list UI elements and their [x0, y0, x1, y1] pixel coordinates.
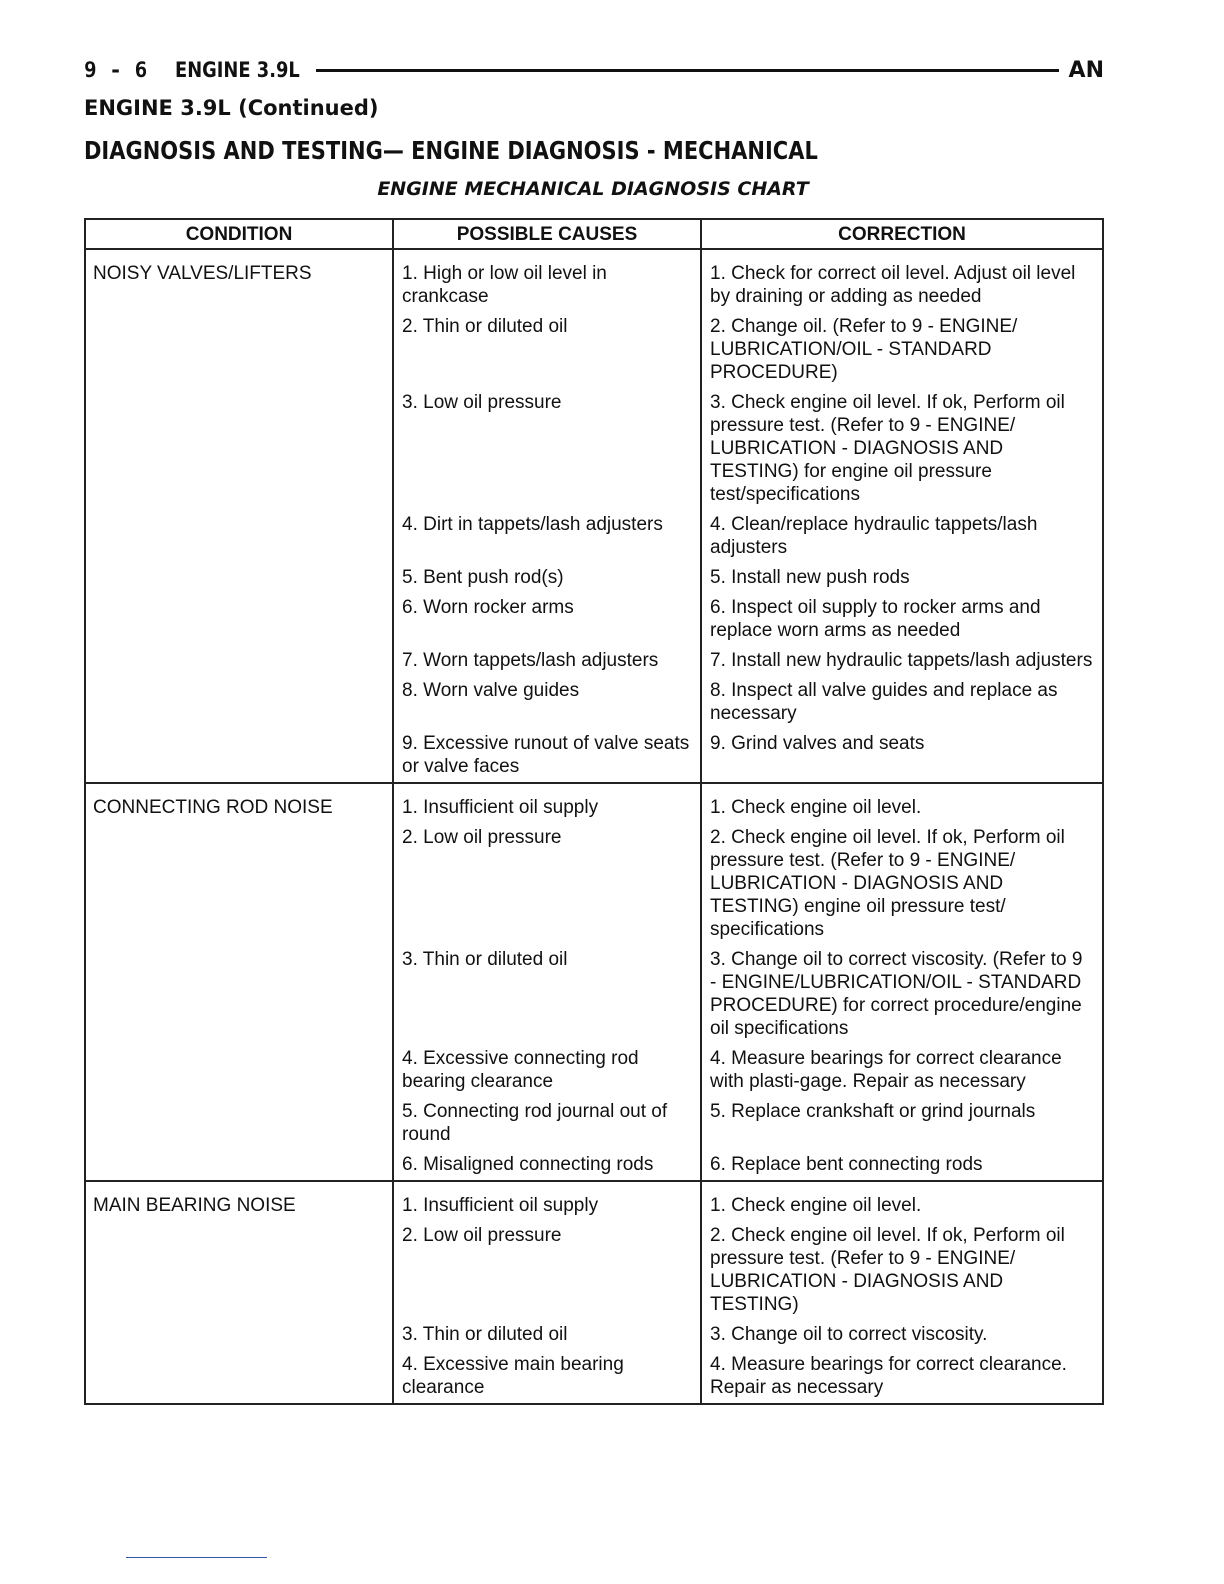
correction-cell: 7. Install new hydraulic tappets/lash adjusters — [701, 642, 1103, 672]
model-code: AN — [1068, 57, 1104, 83]
correction-cell: 5. Install new push rods — [701, 559, 1103, 589]
table-row — [85, 249, 1103, 308]
cause-cell: 7. Worn tappets/lash adjusters — [393, 642, 701, 672]
condition-cell: MAIN BEARING NOISE — [85, 1181, 393, 1404]
cause-cell: 3. Thin or diluted oil — [393, 1316, 701, 1346]
correction-cell: 3. Change oil to correct viscosity. (Refer to 9 - ENGINE/LUBRICATION/OIL - STANDARD PROCEDURE) for correct procedure/engine oil specifications — [701, 941, 1103, 1040]
correction-cell: 1. Check engine oil level. — [701, 1181, 1103, 1217]
table-header-row — [85, 219, 1103, 249]
correction-cell: 2. Check engine oil level. If ok, Perform oil pressure test. (Refer to 9 - ENGINE/ LUBRICATION - DIAGNOSIS AND TESTING) engine oil pressure test/ specifications — [701, 819, 1103, 941]
column-header-causes: POSSIBLE CAUSES — [393, 219, 701, 249]
page-number: 9 - 6 — [84, 58, 148, 82]
correction-cell: 5. Replace crankshaft or grind journals — [701, 1093, 1103, 1146]
cause-cell: 4. Dirt in tappets/lash adjusters — [393, 506, 701, 559]
cause-cell: 2. Low oil pressure — [393, 819, 701, 941]
correction-cell: 2. Change oil. (Refer to 9 - ENGINE/ LUBRICATION/OIL - STANDARD PROCEDURE) — [701, 308, 1103, 384]
correction-cell: 4. Measure bearings for correct clearance with plasti-gage. Repair as necessary — [701, 1040, 1103, 1093]
condition-cell: NOISY VALVES/LIFTERS — [85, 249, 393, 783]
cause-cell: 9. Excessive runout of valve seats or valve faces — [393, 725, 701, 783]
cause-cell: 1. High or low oil level in crankcase — [393, 249, 701, 308]
section-title: DIAGNOSIS AND TESTING— ENGINE DIAGNOSIS - MECHANICAL — [84, 136, 818, 165]
table-row — [85, 1181, 1103, 1217]
header-rule — [316, 69, 1059, 72]
correction-cell: 8. Inspect all valve guides and replace as necessary — [701, 672, 1103, 725]
cause-cell: 5. Bent push rod(s) — [393, 559, 701, 589]
cause-cell: 4. Excessive connecting rod bearing clearance — [393, 1040, 701, 1093]
cause-cell: 3. Thin or diluted oil — [393, 941, 701, 1040]
correction-cell: 4. Clean/replace hydraulic tappets/lash adjusters — [701, 506, 1103, 559]
correction-cell: 1. Check engine oil level. — [701, 783, 1103, 819]
correction-cell: 4. Measure bearings for correct clearance. Repair as necessary — [701, 1346, 1103, 1404]
chart-title: ENGINE MECHANICAL DIAGNOSIS CHART — [377, 178, 809, 200]
cause-cell: 6. Misaligned connecting rods — [393, 1146, 701, 1181]
cause-cell: 2. Thin or diluted oil — [393, 308, 701, 384]
correction-cell: 6. Inspect oil supply to rocker arms and replace worn arms as needed — [701, 589, 1103, 642]
cause-cell: 8. Worn valve guides — [393, 672, 701, 725]
table-row — [85, 783, 1103, 819]
cause-cell: 5. Connecting rod journal out of round — [393, 1093, 701, 1146]
cause-cell: 6. Worn rocker arms — [393, 589, 701, 642]
page-header — [84, 56, 1104, 84]
correction-cell: 2. Check engine oil level. If ok, Perform oil pressure test. (Refer to 9 - ENGINE/ LUBRICATION - DIAGNOSIS AND TESTING) — [701, 1217, 1103, 1316]
cause-cell: 3. Low oil pressure — [393, 384, 701, 506]
correction-cell: 9. Grind valves and seats — [701, 725, 1103, 783]
table-body — [85, 249, 1103, 1404]
condition-cell: CONNECTING ROD NOISE — [85, 783, 393, 1181]
correction-cell: 3. Change oil to correct viscosity. — [701, 1316, 1103, 1346]
correction-cell: 1. Check for correct oil level. Adjust oil level by draining or adding as needed — [701, 249, 1103, 308]
correction-cell: 3. Check engine oil level. If ok, Perform oil pressure test. (Refer to 9 - ENGINE/ LUBRICATION - DIAGNOSIS AND TESTING) for engine oil pressure test/specifications — [701, 384, 1103, 506]
cause-cell: 1. Insufficient oil supply — [393, 783, 701, 819]
cause-cell: 1. Insufficient oil supply — [393, 1181, 701, 1217]
cause-cell: 2. Low oil pressure — [393, 1217, 701, 1316]
continued-heading: ENGINE 3.9L (Continued) — [84, 96, 379, 120]
column-header-correction: CORRECTION — [701, 219, 1103, 249]
cause-cell: 4. Excessive main bearing clearance — [393, 1346, 701, 1404]
footer-rule — [126, 1557, 267, 1558]
diagnosis-table — [84, 218, 1104, 1405]
header-section-title: ENGINE 3.9L — [175, 58, 300, 82]
correction-cell: 6. Replace bent connecting rods — [701, 1146, 1103, 1181]
column-header-condition: CONDITION — [85, 219, 393, 249]
